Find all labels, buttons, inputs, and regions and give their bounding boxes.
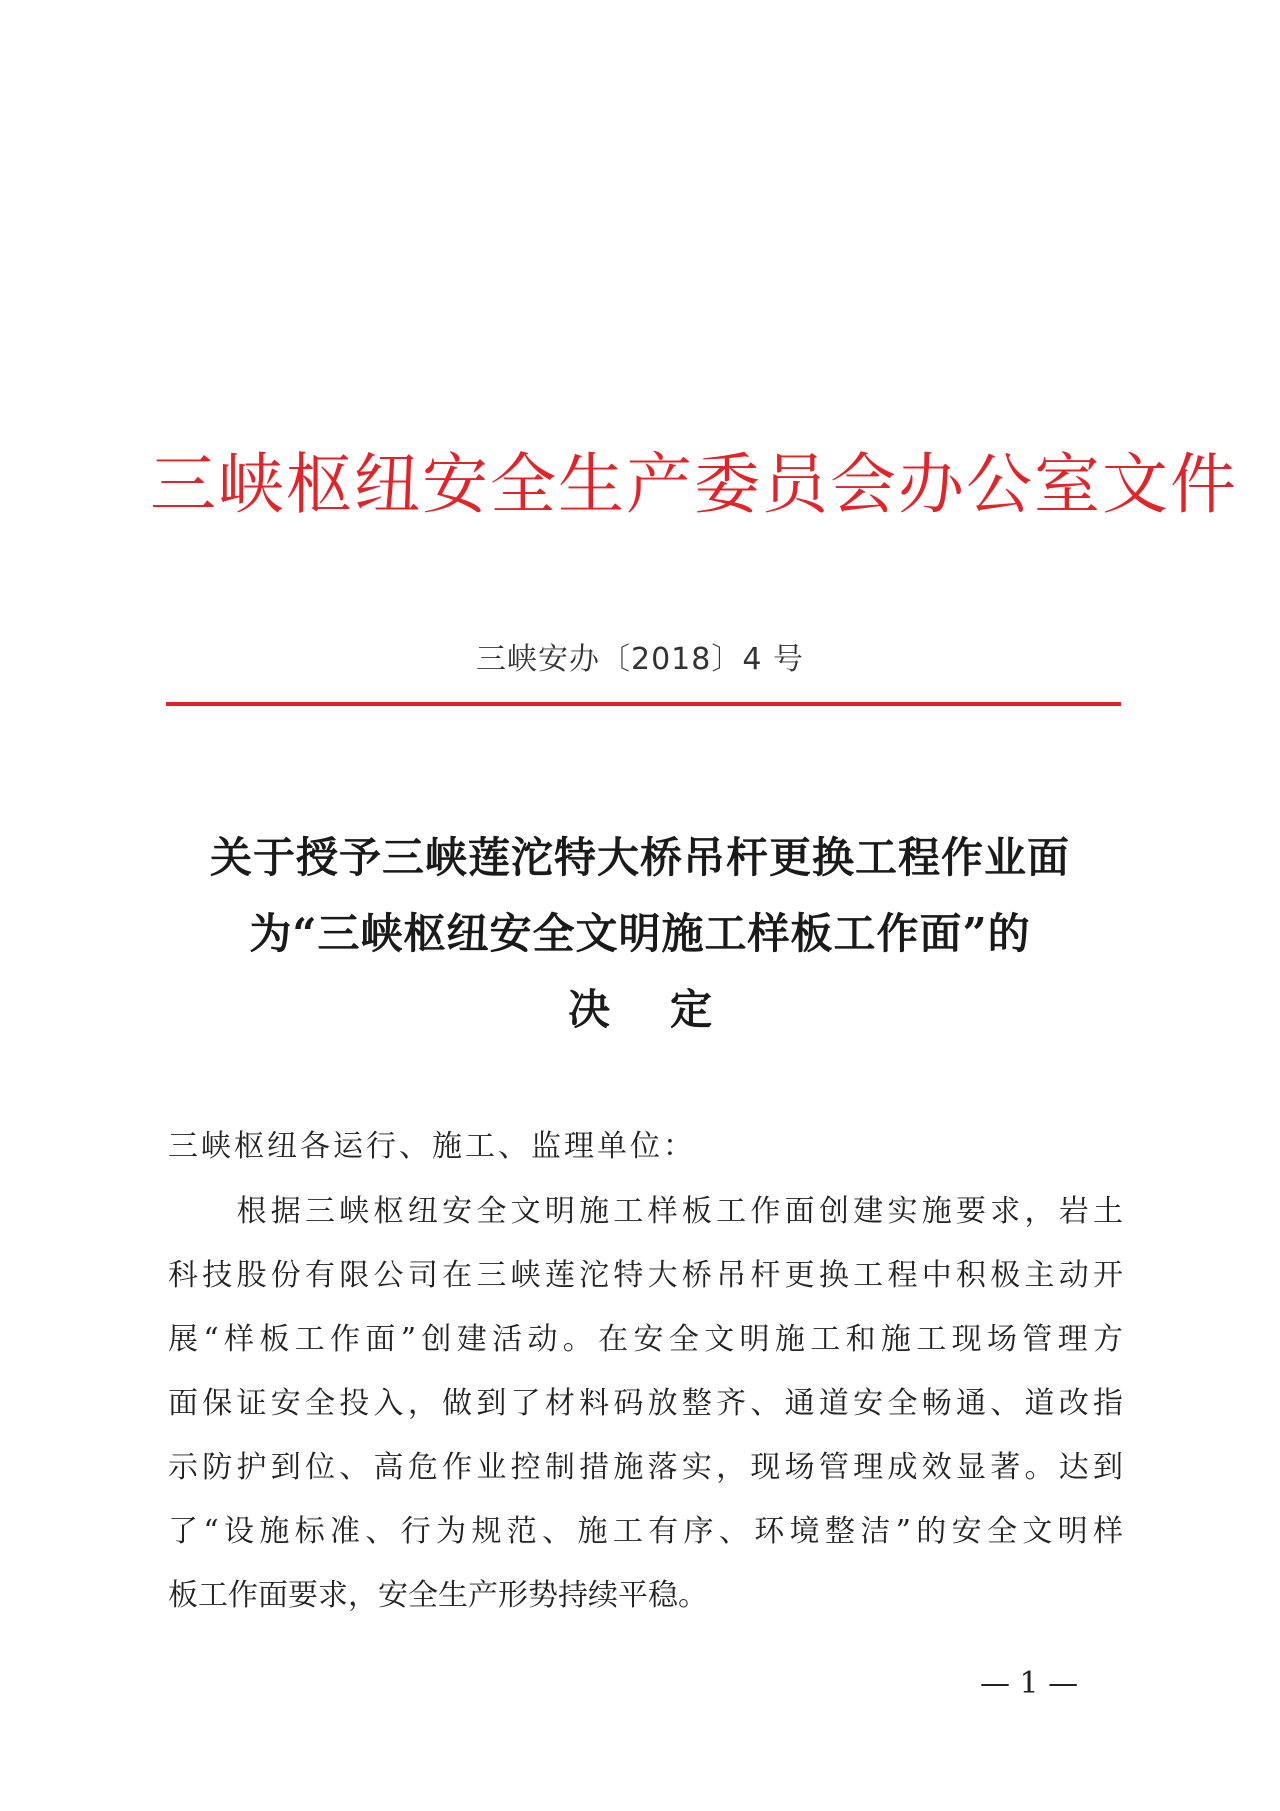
body-paragraph <box>168 1180 1123 1628</box>
paragraph-line: 展“样板工作面”创建活动。在安全文明施工和施工现场管理方 <box>168 1322 1123 1357</box>
title-line-1: 关于授予三峡莲沱特大桥吊杆更换工程作业面 <box>209 833 1070 882</box>
paragraph-line: 了“设施标准、行为规范、施工有序、环境整洁”的安全文明样 <box>168 1514 1123 1549</box>
paragraph-line: 示防护到位、高危作业控制措施落实，现场管理成效显著。达到 <box>168 1450 1123 1485</box>
paragraph-line: 科技股份有限公司在三峡莲沱特大桥吊杆更换工程中积极主动开 <box>168 1258 1123 1293</box>
document-title <box>150 820 1130 1048</box>
title-line-2: 为“三峡枢纽安全文明施工样板工作面”的 <box>249 909 1031 958</box>
paragraph-line: 面保证安全投入，做到了材料码放整齐、通道安全畅通、道改指 <box>168 1386 1123 1421</box>
issuing-office-header: 三峡枢纽安全生产委员会办公室文件 <box>150 446 1238 523</box>
document-number: 三峡安办〔2018〕4 号 <box>476 642 804 677</box>
title-line-3: 决定 <box>567 985 772 1034</box>
red-divider-line <box>166 702 1121 706</box>
paragraph-line: 板工作面要求，安全生产形势持续平稳。 <box>168 1578 708 1613</box>
page-number: — 1 — <box>980 1666 1079 1701</box>
addressee-line: 三峡枢纽各运行、施工、监理单位： <box>168 1129 696 1164</box>
paragraph-line: 根据三峡枢纽安全文明施工样板工作面创建实施要求，岩土 <box>168 1194 1123 1229</box>
